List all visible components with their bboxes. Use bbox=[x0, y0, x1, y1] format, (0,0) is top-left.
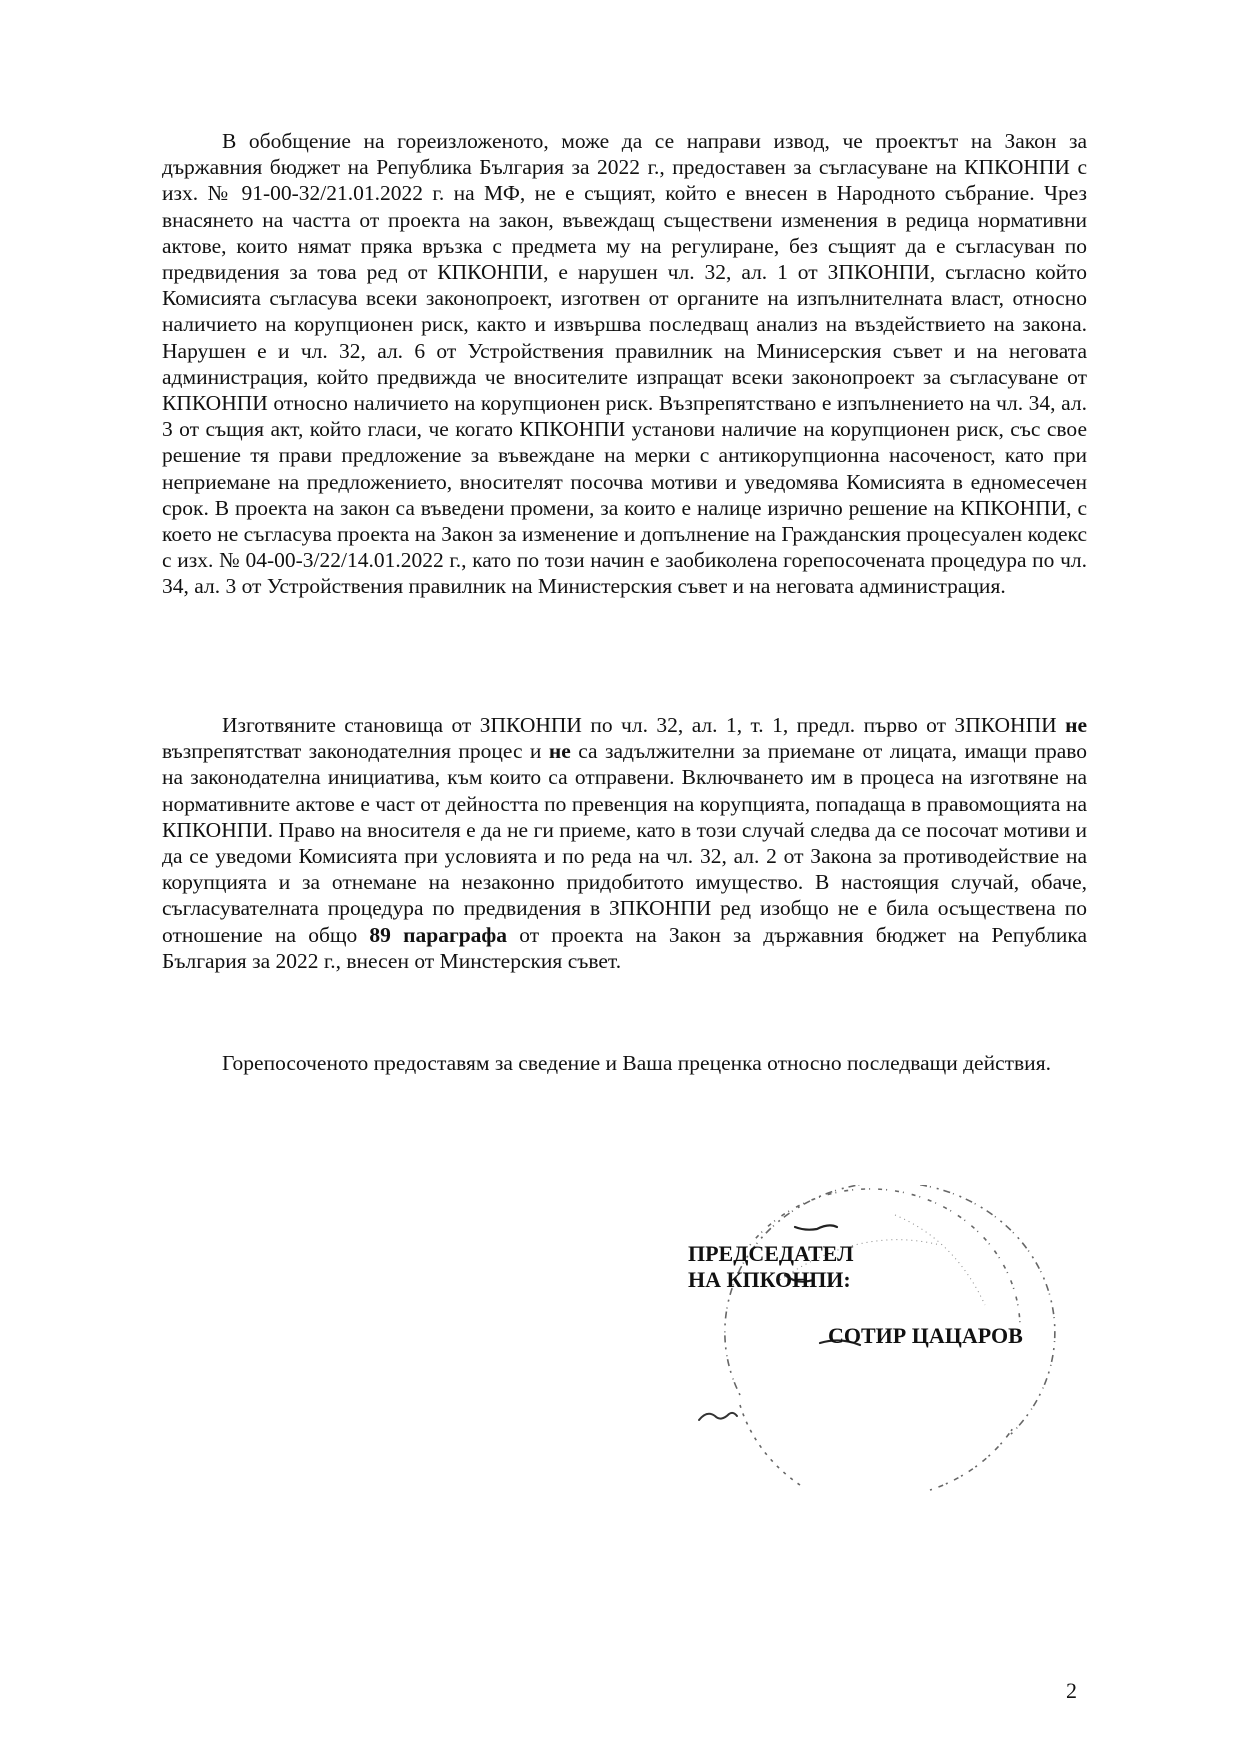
paragraph-text bbox=[162, 712, 1087, 974]
signatory-name: СОТИР ЦАЦАРОВ bbox=[828, 1323, 1023, 1348]
signature-mark-icon bbox=[695, 1406, 743, 1430]
paragraph-text: В обобщение на гореизложеното, може да се направи извод, че проектът на Закон за държавния бюджет на Република България за 2022 г., предоставен за съгласуване на КПКОНПИ с изх. № 91-00-32/21.01.2022 г. на МФ, не е същият, който е внесен в Народното събрание. Чрез внасянето на частта от проекта на закон, въвеждащ съществени изменения в редица нормативни актове, които нямат пряка връзка с предмета му на регулиране, без същият да е съгласуван по предвидения за това ред от КПКОНПИ, е нарушен чл. 32, ал. 1 от ЗПКОНПИ, съгласно който Комисията съгласува всеки законопроект, изготвен от органите на изпълнителната власт, относно наличието на корупционен риск, както и извършва последващ анализ на въздействието на закона. Нарушен е и чл. 32, ал. 6 от Устройствения правилник на Минисерския съвет и на неговата администрация, който предвижда че вносителите изпращат всеки законопроект за съгласуване от КПКОНПИ относно наличието на корупционен риск. Възпрепятствано е изпълнението на чл. 34, ал. 3 от същия акт, който гласи, че когато КПКОНПИ установи наличие на корупционен риск, със свое решение тя прави предложение за въвеждане на мерки с антикорупционна насоченост, като при неприемане на предложението, вносителят посочва мотиви и уведомява Комисията в едномесечен срок. В проекта на закон са въведени промени, за които е налице изрично решение на КПКОНПИ, с което не съгласува проекта на Закон за изменение и допълнение на Гражданския процесуален кодекс с изх. № 04-00-3/22/14.01.2022 г., като по този начин е заобиколена горепосочената процедура по чл. 34, ал. 3 от Устройствения правилник на Министерския съвет и на неговата администрация. bbox=[162, 129, 1087, 599]
bold-text: не bbox=[548, 739, 571, 764]
text-run: са задължителни за приемане от лицата, имащи право на законодателна инициатива, към които са отправени. Включването им в процеса на изготвяне на нормативните актове е част от дейността по превенция на корупцията, попадаща в правомощията на КПКОНПИ. Право на вносителя е да не ги приеме, като в този случай следва да се посочат мотиви и да се уведоми Комисията при условията и по реда на чл. 32, ал. 2 от Закона за противодействие на корупцията и за отнемане на незаконно придобитото имущество. В настоящия случай, обаче, съгласувателната процедура по предвидения в ЗПКОНПИ ред изобщо не е била осъществена по отношение на общо bbox=[162, 739, 1087, 947]
page-number: 2 bbox=[1066, 1678, 1077, 1703]
bold-text: не bbox=[1065, 713, 1087, 737]
paragraph-conclusion bbox=[162, 128, 1087, 600]
text-run: от проекта на Закон за държавния бюджет на Република България за 2022 г., внесен от Минстерския съвет. bbox=[162, 922, 1087, 973]
signature-title-line: ПРЕДСЕДАТЕЛ bbox=[688, 1241, 854, 1266]
signature-title bbox=[688, 1241, 853, 1293]
paragraph-opinions bbox=[162, 712, 1087, 974]
signature-title-line: НА КПКОНПИ: bbox=[688, 1267, 851, 1292]
paragraph-text: Горепосоченото предоставям за сведение и Ваша преценка относно последващи действия. bbox=[222, 1051, 1051, 1075]
text-run: възпрепятстват законодателния процес и bbox=[162, 739, 542, 764]
text-run: Изготвяните становища от ЗПКОНПИ по чл. 32, ал. 1, т. 1, предл. първо от ЗПКОНПИ bbox=[222, 713, 1057, 737]
paragraph-closing bbox=[162, 1050, 1087, 1076]
bold-text: 89 параграфа bbox=[369, 922, 508, 947]
